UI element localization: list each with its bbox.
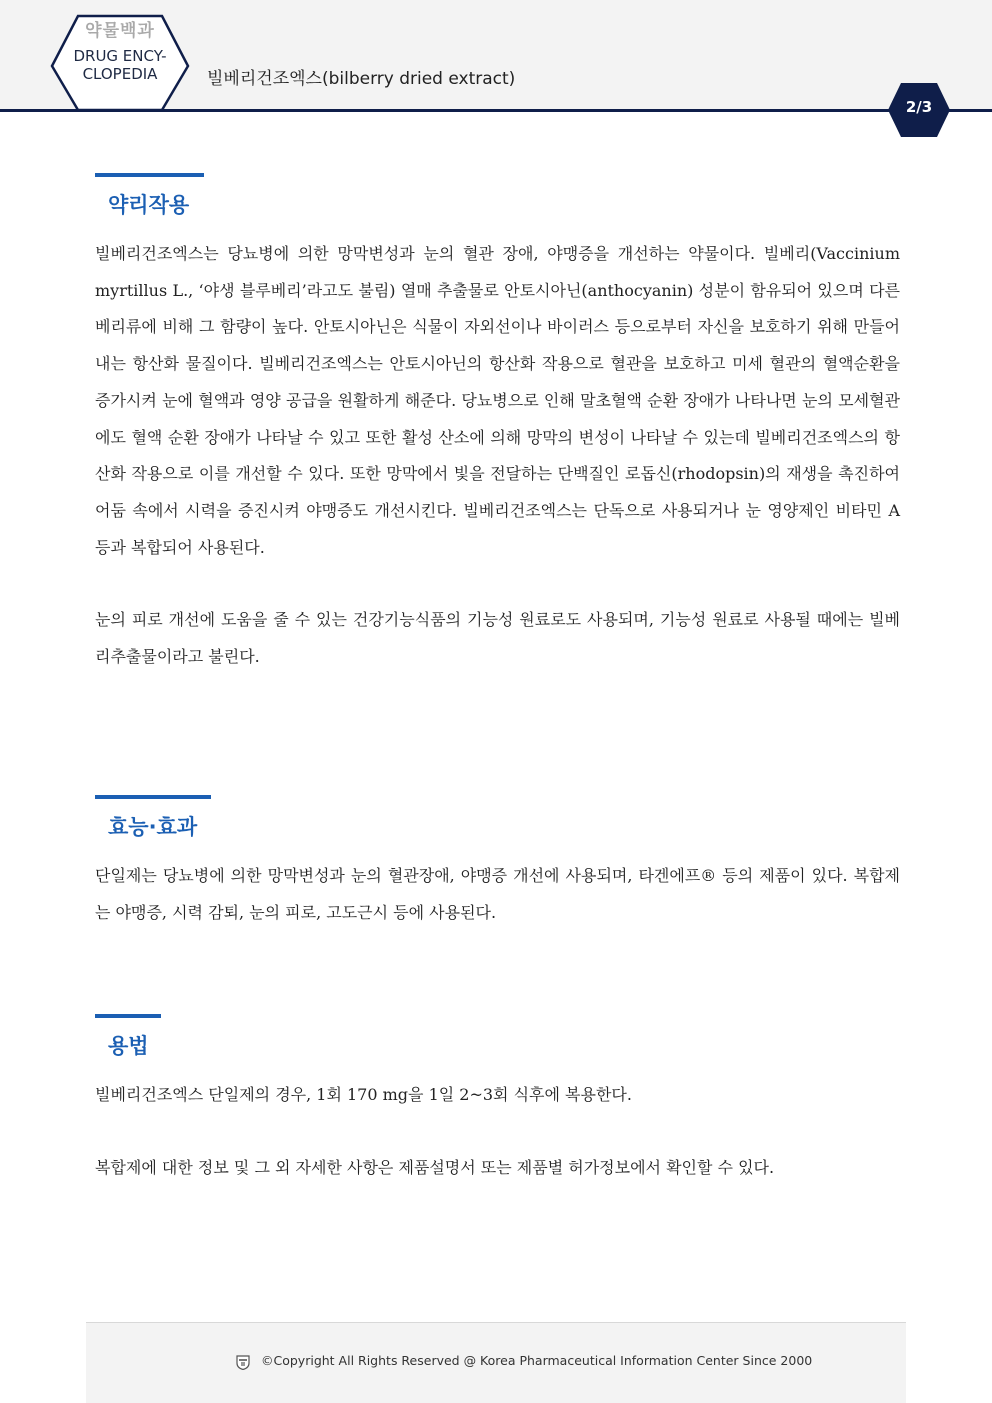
page-number: 2/3 <box>905 98 933 116</box>
section-title: 약리작용 <box>108 193 190 217</box>
footer-copyright: ©Copyright All Rights Reserved @ Korea Pharmaceutical Information Center Since 2000 <box>261 1353 813 1368</box>
section-accent-bar <box>95 795 211 799</box>
logo-english-line2: CLOPEDIA <box>82 65 158 83</box>
logo-english-line1: DRUG ENCY- <box>73 47 167 65</box>
pharmacology-paragraph-1: 빌베리건조엑스는 당뇨병에 의한 망막변성과 눈의 혈관 장애, 야맹증을 개선하는 약물이다. 빌베리(Vaccinium myrtillus L., ‘야생 블루베리’라고도 불림) 열매 추출물로 안토시아닌(anthocyanin) 성분이 함유되어 있으며 다른 베리류에 비해 그 함량이 높다. 안토시아닌은 식물이 자외선이나 바이러스 등으로부터 자신을 보호하기 위해 만들어내는 항산화 물질이다. 빌베리건조엑스는 안토시아닌의 항산화 작용으로 혈관을 보호하고 미세 혈관의 혈액순환을 증가시켜 눈에 혈액과 영양 공급을 원활하게 해준다. 당뇨병으로 인해 말초혈액 순환 장애가 나타나면 눈의 모세혈관에도 혈액 순환 장애가 나타날 수 있고 또한 활성 산소에 의해 망막의 변성이 나타날 수 있는데 빌베리건조엑스의 항산화 작용으로 이를 개선할 수 있다. 또한 망막에서 빛을 전달하는 단백질인 로돕신(rhodopsin)의 재생을 촉진하여 어둠 속에서 시력을 증진시켜 야맹증도 개선시킨다. 빌베리건조엑스는 단독으로 사용되거나 눈 영양제인 비타민 A 등과 복합되어 사용된다. <box>95 244 900 557</box>
logo-korean: 약물백과 <box>85 21 155 41</box>
section-dosage <box>95 1014 900 1060</box>
section-accent-bar <box>95 173 204 177</box>
logo <box>60 16 180 83</box>
dosage-paragraph-1: 빌베리건조엑스 단일제의 경우, 1회 170 mg을 1일 2~3회 식후에 복용한다. <box>95 1085 632 1104</box>
section-accent-bar <box>95 1014 161 1018</box>
dosage-body <box>95 1077 900 1186</box>
pharmacology-body <box>95 236 900 676</box>
dosage-paragraph-2: 복합제에 대한 정보 및 그 외 자세한 사항은 제품설명서 또는 제품별 허가정보에서 확인할 수 있다. <box>95 1157 775 1177</box>
emblem-icon <box>236 1354 250 1370</box>
section-title: 용법 <box>108 1034 149 1058</box>
document-title: 빌베리건조엑스(bilberry dried extract) <box>207 69 516 89</box>
section-title: 효능·효과 <box>108 815 198 839</box>
section-efficacy <box>95 795 900 841</box>
logo-english <box>60 47 180 83</box>
section-pharmacology <box>95 173 900 219</box>
efficacy-body <box>95 858 900 931</box>
efficacy-paragraph-1: 단일제는 당뇨병에 의한 망막변성과 눈의 혈관장애, 야맹증 개선에 사용되며, 타겐에프® 등의 제품이 있다. 복합제는 야맹증, 시력 감퇴, 눈의 피로, 고도근시 등에 사용된다. <box>95 866 900 922</box>
pharmacology-paragraph-2: 눈의 피로 개선에 도움을 줄 수 있는 건강기능식품의 기능성 원료로도 사용되며, 기능성 원료로 사용될 때에는 빌베리추출물이라고 불린다. <box>95 610 900 667</box>
